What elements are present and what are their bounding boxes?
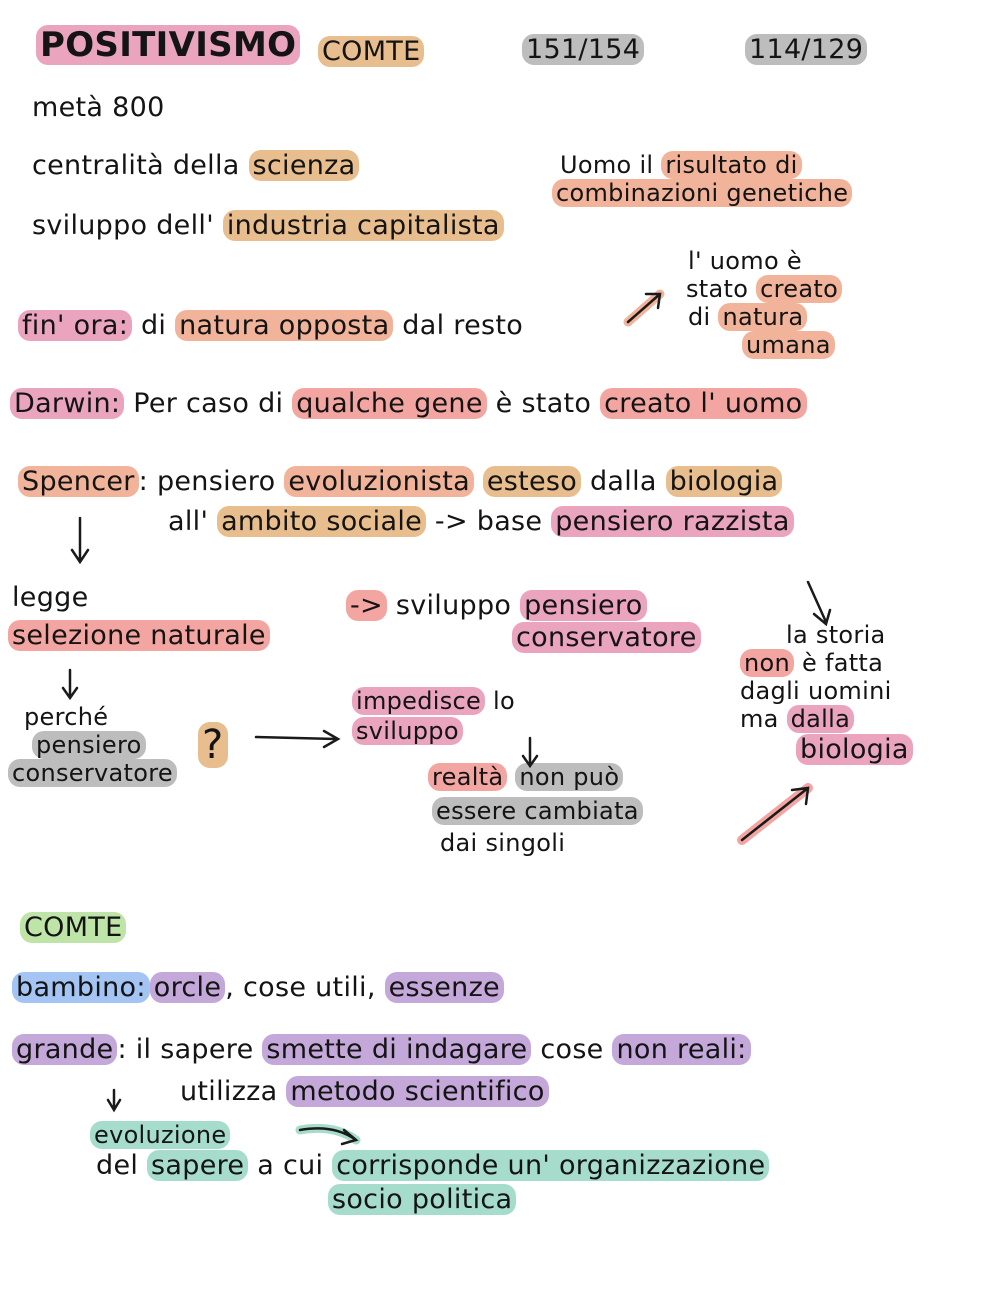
realta-line-3: dai singoli — [440, 829, 566, 857]
grande-text-c: cose — [531, 1034, 613, 1065]
pensiero-highlight: pensiero — [520, 590, 646, 621]
non-reali-highlight: non reali: — [612, 1034, 750, 1065]
combinazioni-highlight: combinazioni genetiche — [552, 179, 852, 207]
conservatore-highlight: conservatore — [512, 622, 701, 653]
uomo-line-1: l' uomo è — [688, 247, 802, 275]
perche-conservatore-highlight: conservatore — [8, 759, 177, 787]
orcle-highlight: orcle — [150, 972, 225, 1003]
uomo-line-3-text: di — [688, 303, 719, 331]
spencer-text-2a: all' — [168, 506, 218, 537]
fino-ora-label: fin' ora: — [18, 310, 132, 341]
arrow-down-icon — [63, 670, 77, 698]
selezione-highlight: selezione naturale — [8, 620, 270, 651]
gene-highlight: qualche gene — [292, 388, 487, 419]
arrow-down-icon — [72, 518, 88, 562]
non-highlight: non — [740, 649, 794, 677]
corrisponde-highlight: corrisponde un' organizzazione — [332, 1150, 769, 1181]
spencer-text-d: dalla — [581, 466, 666, 497]
umana-highlight: umana — [742, 331, 835, 359]
arrow-down-icon — [523, 738, 537, 766]
arrow-up-right-icon — [742, 788, 808, 840]
question-mark-text: ? — [198, 722, 228, 768]
perche-line-1: perché — [24, 703, 109, 731]
fino-ora-text-c: dal resto — [393, 310, 524, 341]
impedisce-text: lo — [485, 687, 516, 715]
grande-text-a: : il sapere — [117, 1034, 263, 1065]
darwin-text-a: Per caso di — [124, 388, 293, 419]
page-range-a-text: 151/154 — [522, 34, 644, 65]
darwin-label: Darwin: — [10, 388, 124, 419]
arrow-down-icon — [108, 1090, 120, 1110]
bambino-label: bambino: — [12, 972, 150, 1003]
arrow-up-right-icon — [628, 294, 660, 322]
grande-label: grande — [12, 1034, 117, 1065]
storia-line-1: la storia — [786, 621, 886, 649]
industria-highlight: industria capitalista — [223, 210, 504, 241]
creato-uomo-highlight: creato l' uomo — [600, 388, 806, 419]
razzista-highlight: pensiero razzista — [551, 506, 793, 537]
utilizza-text: utilizza — [180, 1076, 287, 1107]
del-text: del — [96, 1150, 148, 1181]
arrow-right-icon — [300, 1128, 356, 1144]
legge-line-1: legge — [12, 582, 89, 613]
a-cui-text: a cui — [248, 1150, 333, 1181]
darwin-text-c: è stato — [486, 388, 601, 419]
cambiata-highlight: essere cambiata — [432, 797, 643, 825]
risultato-highlight: risultato di — [661, 151, 801, 179]
intro-line-2-text: centralità della — [32, 150, 249, 181]
sviluppo-highlight: sviluppo — [352, 717, 463, 745]
fino-ora-text-a: di — [132, 310, 176, 341]
smette-highlight: smette di indagare — [262, 1034, 531, 1065]
sviluppo-arrow-text: -> — [346, 590, 387, 621]
sviluppo-text: sviluppo — [395, 590, 521, 621]
dalla-highlight: dalla — [787, 705, 854, 733]
genetica-line-1-text: Uomo il — [560, 151, 662, 179]
uomo-line-2-text: stato — [686, 275, 757, 303]
arrow-down-icon — [808, 582, 830, 624]
author-text: COMTE — [318, 36, 424, 67]
spencer-text-a: : pensiero — [138, 466, 285, 497]
storia-text-2b: è fatta — [794, 649, 884, 677]
storia-line-3: dagli uomini — [740, 677, 892, 705]
biologia-storia-highlight: biologia — [796, 734, 913, 765]
spencer-text-2c: -> base — [426, 506, 552, 537]
biologia-highlight: biologia — [666, 466, 783, 497]
title-text: POSITIVISMO — [36, 25, 300, 65]
creato-highlight: creato — [756, 275, 842, 303]
arrow-right-icon — [256, 731, 338, 747]
storia-text-4a: ma — [740, 705, 787, 733]
esteso-highlight: esteso — [483, 466, 581, 497]
metodo-highlight: metodo scientifico — [286, 1076, 548, 1107]
natura-highlight: natura — [718, 303, 807, 331]
realta-highlight: realtà — [428, 763, 507, 791]
intro-line-3-text: sviluppo dell' — [32, 210, 223, 241]
evoluzionista-highlight: evoluzionista — [284, 466, 474, 497]
natura-opposta-highlight: natura opposta — [175, 310, 393, 341]
spencer-label: Spencer — [18, 466, 139, 497]
socio-highlight: socio politica — [328, 1184, 516, 1215]
essenze-highlight: essenze — [385, 972, 504, 1003]
comte-title-text: COMTE — [20, 912, 126, 943]
non-puo-highlight: non può — [515, 763, 623, 791]
page-range-b-text: 114/129 — [745, 34, 867, 65]
evoluzione-highlight: evoluzione — [90, 1121, 230, 1149]
bambino-text: , cose utili, — [225, 972, 385, 1003]
ambito-sociale-highlight: ambito sociale — [217, 506, 426, 537]
sapere-highlight: sapere — [147, 1150, 248, 1181]
impedisce-highlight: impedisce — [352, 687, 485, 715]
perche-pensiero-highlight: pensiero — [32, 731, 146, 759]
scienza-highlight: scienza — [249, 150, 360, 181]
intro-line-1: metà 800 — [32, 92, 165, 123]
